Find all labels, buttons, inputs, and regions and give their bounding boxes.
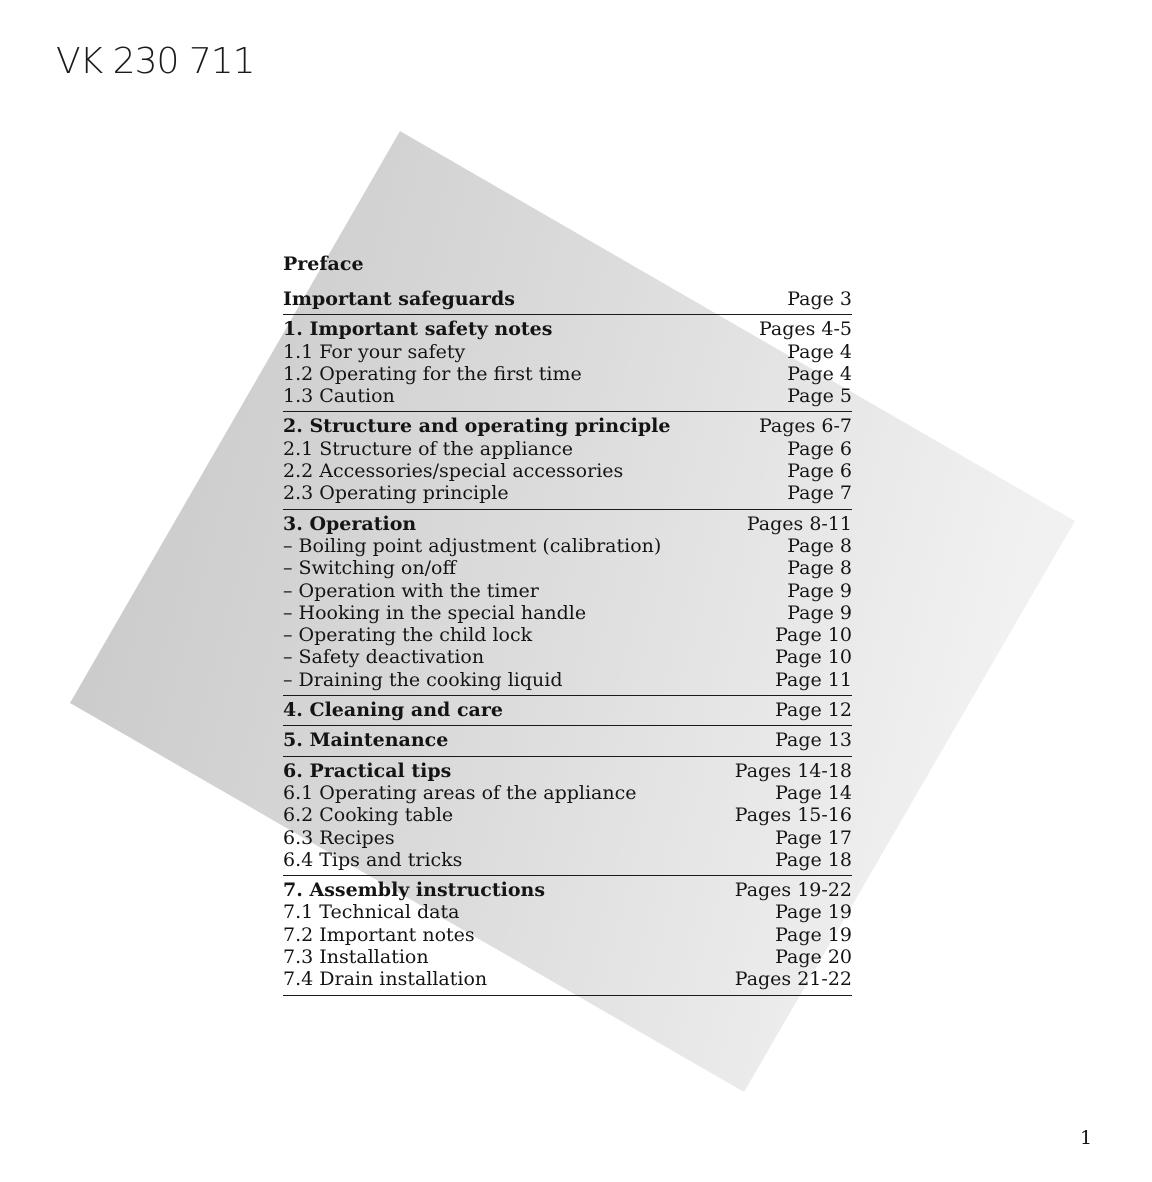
toc-entry bbox=[283, 535, 852, 557]
toc-entry-page: Page 17 bbox=[775, 826, 852, 849]
toc-entry-page: Page 8 bbox=[787, 534, 852, 557]
toc-section bbox=[283, 510, 852, 696]
toc-section-title: 4. Cleaning and care bbox=[283, 699, 503, 722]
table-of-contents bbox=[283, 252, 852, 996]
toc-entry-label: 7.3 Installation bbox=[283, 946, 429, 969]
toc-entry bbox=[283, 460, 852, 482]
toc-entry-page: Page 8 bbox=[787, 557, 852, 580]
toc-entry-label: 2.1 Structure of the appliance bbox=[283, 437, 574, 460]
toc-entry-page: Page 5 bbox=[787, 385, 852, 408]
toc-section bbox=[283, 696, 852, 726]
toc-entry-label: 6.1 Operating areas of the appliance bbox=[283, 781, 637, 804]
toc-entry-label: – Operation with the timer bbox=[283, 579, 539, 602]
toc-entry-page: Page 10 bbox=[775, 624, 852, 647]
toc-entry-label: 7.1 Technical data bbox=[283, 901, 460, 924]
toc-section-heading bbox=[283, 699, 852, 721]
toc-section-title: 3. Operation bbox=[283, 512, 417, 535]
toc-entry bbox=[283, 341, 852, 363]
model-title: VK 230 711 bbox=[56, 41, 255, 82]
toc-entry-label: 6.4 Tips and tricks bbox=[283, 848, 463, 871]
toc-entry-label: – Operating the child lock bbox=[283, 624, 533, 647]
toc-section-title: 1. Important safety notes bbox=[283, 318, 553, 341]
toc-entry bbox=[283, 946, 852, 968]
toc-entry-page: Page 20 bbox=[775, 946, 852, 969]
toc-section-title: 6. Practical tips bbox=[283, 759, 452, 782]
toc-entry-label: 1.2 Operating for the first time bbox=[283, 362, 582, 385]
toc-section-heading bbox=[283, 318, 852, 340]
toc-entry bbox=[283, 782, 852, 804]
toc-section-title: Important safeguards bbox=[283, 288, 515, 310]
toc-section bbox=[283, 288, 852, 315]
toc-section-page: Pages 6-7 bbox=[758, 415, 852, 438]
toc-entry bbox=[283, 646, 852, 668]
toc-entry-label: – Safety deactivation bbox=[283, 646, 485, 669]
toc-entry bbox=[283, 968, 852, 990]
toc-entry bbox=[283, 827, 852, 849]
toc-entry-page: Page 18 bbox=[775, 848, 852, 871]
toc-section-title: 2. Structure and operating principle bbox=[283, 415, 671, 438]
toc-entry-page: Page 7 bbox=[787, 482, 852, 505]
toc-entry bbox=[283, 669, 852, 691]
toc-section-heading bbox=[283, 288, 852, 310]
toc-entry bbox=[283, 624, 852, 646]
toc-entry-page: Page 9 bbox=[787, 579, 852, 602]
toc-entry-page: Page 4 bbox=[787, 340, 852, 363]
toc-section-heading bbox=[283, 879, 852, 901]
toc-entry-page: Page 6 bbox=[787, 460, 852, 483]
toc-entry-page: Page 10 bbox=[775, 646, 852, 669]
toc-section bbox=[283, 757, 852, 876]
toc-entry bbox=[283, 602, 852, 624]
toc-entry-label: 6.2 Cooking table bbox=[283, 804, 454, 827]
toc-entry bbox=[283, 482, 852, 504]
toc-section-heading bbox=[283, 729, 852, 751]
toc-section-page: Pages 4-5 bbox=[758, 318, 852, 341]
toc-section-title: 7. Assembly instructions bbox=[283, 879, 546, 902]
toc-entry-label: 7.4 Drain installation bbox=[283, 968, 488, 991]
toc-section-heading bbox=[283, 513, 852, 535]
toc-entry-page: Page 19 bbox=[775, 923, 852, 946]
toc-section-heading bbox=[283, 760, 852, 782]
toc-entry-label: 6.3 Recipes bbox=[283, 826, 395, 849]
toc-entry-label: 2.2 Accessories/special accessories bbox=[283, 460, 624, 483]
toc-entry bbox=[283, 385, 852, 407]
toc-section bbox=[283, 412, 852, 509]
toc-section bbox=[283, 315, 852, 412]
page-number: 1 bbox=[1080, 1127, 1093, 1149]
toc-section-title: 5. Maintenance bbox=[283, 729, 449, 752]
toc-entry-page: Page 6 bbox=[787, 437, 852, 460]
toc-section-page: Page 3 bbox=[787, 288, 852, 310]
toc-entry-label: – Hooking in the special handle bbox=[283, 601, 587, 624]
toc-entry-label: – Boiling point adjustment (calibration) bbox=[283, 534, 662, 557]
toc-entry-page: Pages 21-22 bbox=[734, 968, 852, 991]
toc-entry-label: – Draining the cooking liquid bbox=[283, 668, 563, 691]
toc-entry bbox=[283, 438, 852, 460]
toc-entry-page: Page 9 bbox=[787, 601, 852, 624]
toc-entry-label: – Switching on/off bbox=[283, 557, 456, 580]
toc-entry bbox=[283, 580, 852, 602]
toc-entry-page: Page 14 bbox=[775, 781, 852, 804]
toc-entry bbox=[283, 924, 852, 946]
toc-section-page: Pages 8-11 bbox=[746, 512, 852, 535]
toc-entry bbox=[283, 849, 852, 871]
toc-entry-label: 1.3 Caution bbox=[283, 385, 395, 408]
toc-entry bbox=[283, 363, 852, 385]
toc-section-page: Pages 19-22 bbox=[734, 879, 852, 902]
toc-entry-page: Page 4 bbox=[787, 362, 852, 385]
toc-entry-label: 1.1 For your safety bbox=[283, 340, 466, 363]
toc-entry-page: Page 11 bbox=[775, 668, 852, 691]
toc-entry-page: Page 19 bbox=[775, 901, 852, 924]
toc-entry bbox=[283, 804, 852, 826]
toc-entry bbox=[283, 557, 852, 579]
toc-entry bbox=[283, 901, 852, 923]
toc-preface: Preface bbox=[283, 253, 364, 275]
toc-section-page: Pages 14-18 bbox=[734, 759, 852, 782]
toc-section bbox=[283, 726, 852, 756]
toc-section-heading bbox=[283, 415, 852, 437]
toc-section-page: Page 12 bbox=[775, 699, 852, 722]
toc-entry-page: Pages 15-16 bbox=[734, 804, 852, 827]
toc-section-page: Page 13 bbox=[775, 729, 852, 752]
toc-entry-label: 2.3 Operating principle bbox=[283, 482, 509, 505]
toc-entry-label: 7.2 Important notes bbox=[283, 923, 475, 946]
toc-section bbox=[283, 876, 852, 995]
